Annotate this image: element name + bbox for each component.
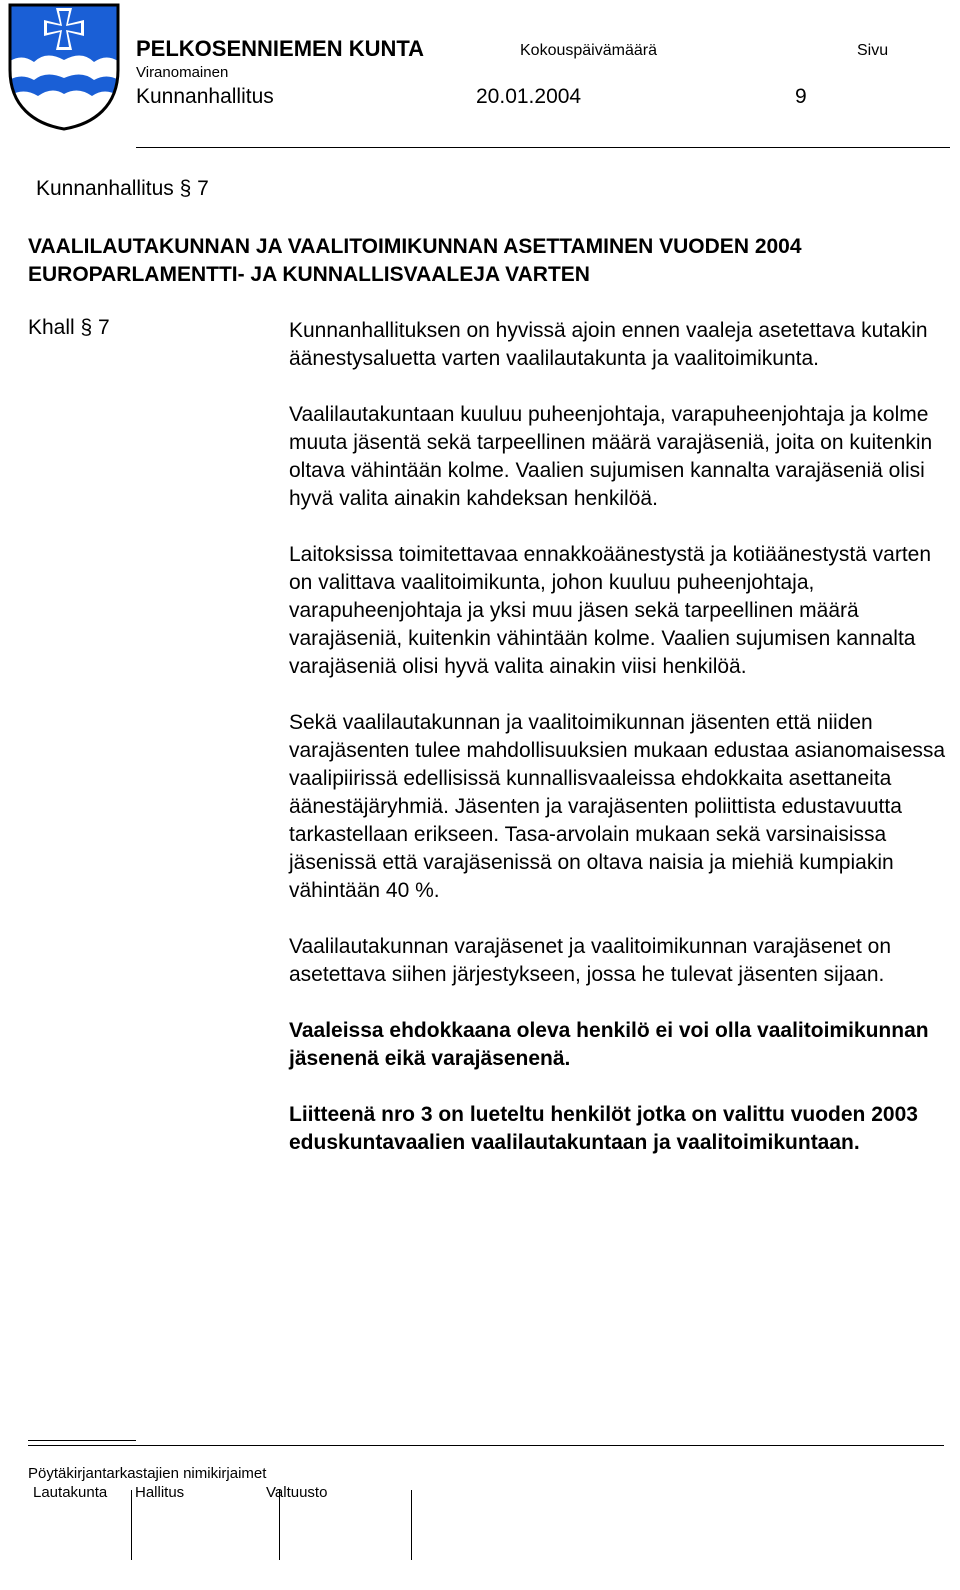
footer-divider [28, 1445, 944, 1446]
paragraph-bold: Liitteenä nro 3 on lueteltu henkilöt jotka on valittu vuoden 2003 eduskuntavaalien vaalilautakuntaan ja vaalitoimikuntaan. [289, 1103, 918, 1154]
meeting-date-value: 20.01.2004 [476, 85, 582, 108]
footer-column-hallitus: Hallitus [135, 1484, 185, 1501]
paragraph: Vaalilautakuntaan kuuluu puheenjohtaja, varapuheenjohtaja ja kolme muuta jäsentä sekä tarpeellinen määrä varajäseniä, joita on kuitenkin oltava vähintään kolme. Vaalien sujumisen kannalta varajäseniä olisi hyvä valita ainakin kahdeksan henkilöä. [289, 403, 933, 510]
document-body [289, 317, 954, 1185]
khall-reference: Khall § 7 [28, 316, 110, 339]
page-number: 9 [795, 85, 807, 108]
paragraph: Vaalilautakunnan varajäsenet ja vaalitoimikunnan varajäsenet on asetettava siihen järjestykseen, jossa he tulevat jäsenten sijaan. [289, 935, 892, 986]
authority-value: Kunnanhallitus [136, 85, 274, 108]
page-label: Sivu [857, 42, 889, 59]
paragraph: Kunnanhallituksen on hyvissä ajoin ennen vaaleja asetettava kutakin äänestysaluetta varten vaalilautakunta ja vaalitoimikunta. [289, 319, 928, 370]
title-line-1: VAALILAUTAKUNNAN JA VAALITOIMIKUNNAN ASETTAMINEN VUODEN 2004 [28, 235, 802, 258]
document-title [28, 233, 948, 289]
footer-divider-short [28, 1440, 136, 1441]
signature-column-divider [131, 1490, 132, 1560]
section-reference: Kunnanhallitus § 7 [36, 177, 209, 200]
authority-label: Viranomainen [136, 64, 229, 81]
paragraph: Laitoksissa toimitettavaa ennakkoäänestystä ja kotiäänestystä varten on valittava vaalitoimikunta, johon kuuluu puheenjohtaja, varapuheenjohtaja ja yksi muu jäsen sekä tarpeellinen määrä varajäseniä, kuitenkin vähintään kolme. Vaalien sujumisen kannalta varajäseniä olisi hyvä valita ainakin viisi henkilöä. [289, 543, 932, 678]
signature-column-divider [279, 1490, 280, 1560]
meeting-date-label: Kokouspäivämäärä [520, 42, 657, 59]
title-line-2: EUROPARLAMENTTI- JA KUNNALLISVAALEJA VARTEN [28, 263, 590, 286]
coat-of-arms-icon [6, 2, 122, 132]
footer-column-valtuusto: Valtuusto [266, 1484, 328, 1501]
signature-column-divider [411, 1490, 412, 1560]
paragraph: Sekä vaalilautakunnan ja vaalitoimikunnan jäsenten että niiden varajäsenten tulee mahdollisuuksien mukaan edustaa asianomaisessa vaalipiirissä edellisissä kunnallisvaaleissa ehdokkaita asettaneita äänestäjäryhmiä. Jäsenten ja varajäsenten poliittista edustavuutta tarkastellaan erikseen. Tasa-arvolain mukaan sekä varsinaisissa jäsenissä että varajäsenissä on oltava naisia ja miehiä kumpiakin vähintään 40 %. [289, 711, 946, 902]
paragraph-bold: Vaaleissa ehdokkaana oleva henkilö ei voi olla vaalitoimikunnan jäsenenä eikä varajäsenenä. [289, 1019, 929, 1070]
footer-signature-label: Pöytäkirjantarkastajien nimikirjaimet [28, 1465, 267, 1482]
header-divider [136, 147, 950, 148]
footer-column-lautakunta: Lautakunta [33, 1484, 108, 1501]
organization-name: PELKOSENNIEMEN KUNTA [136, 36, 425, 61]
